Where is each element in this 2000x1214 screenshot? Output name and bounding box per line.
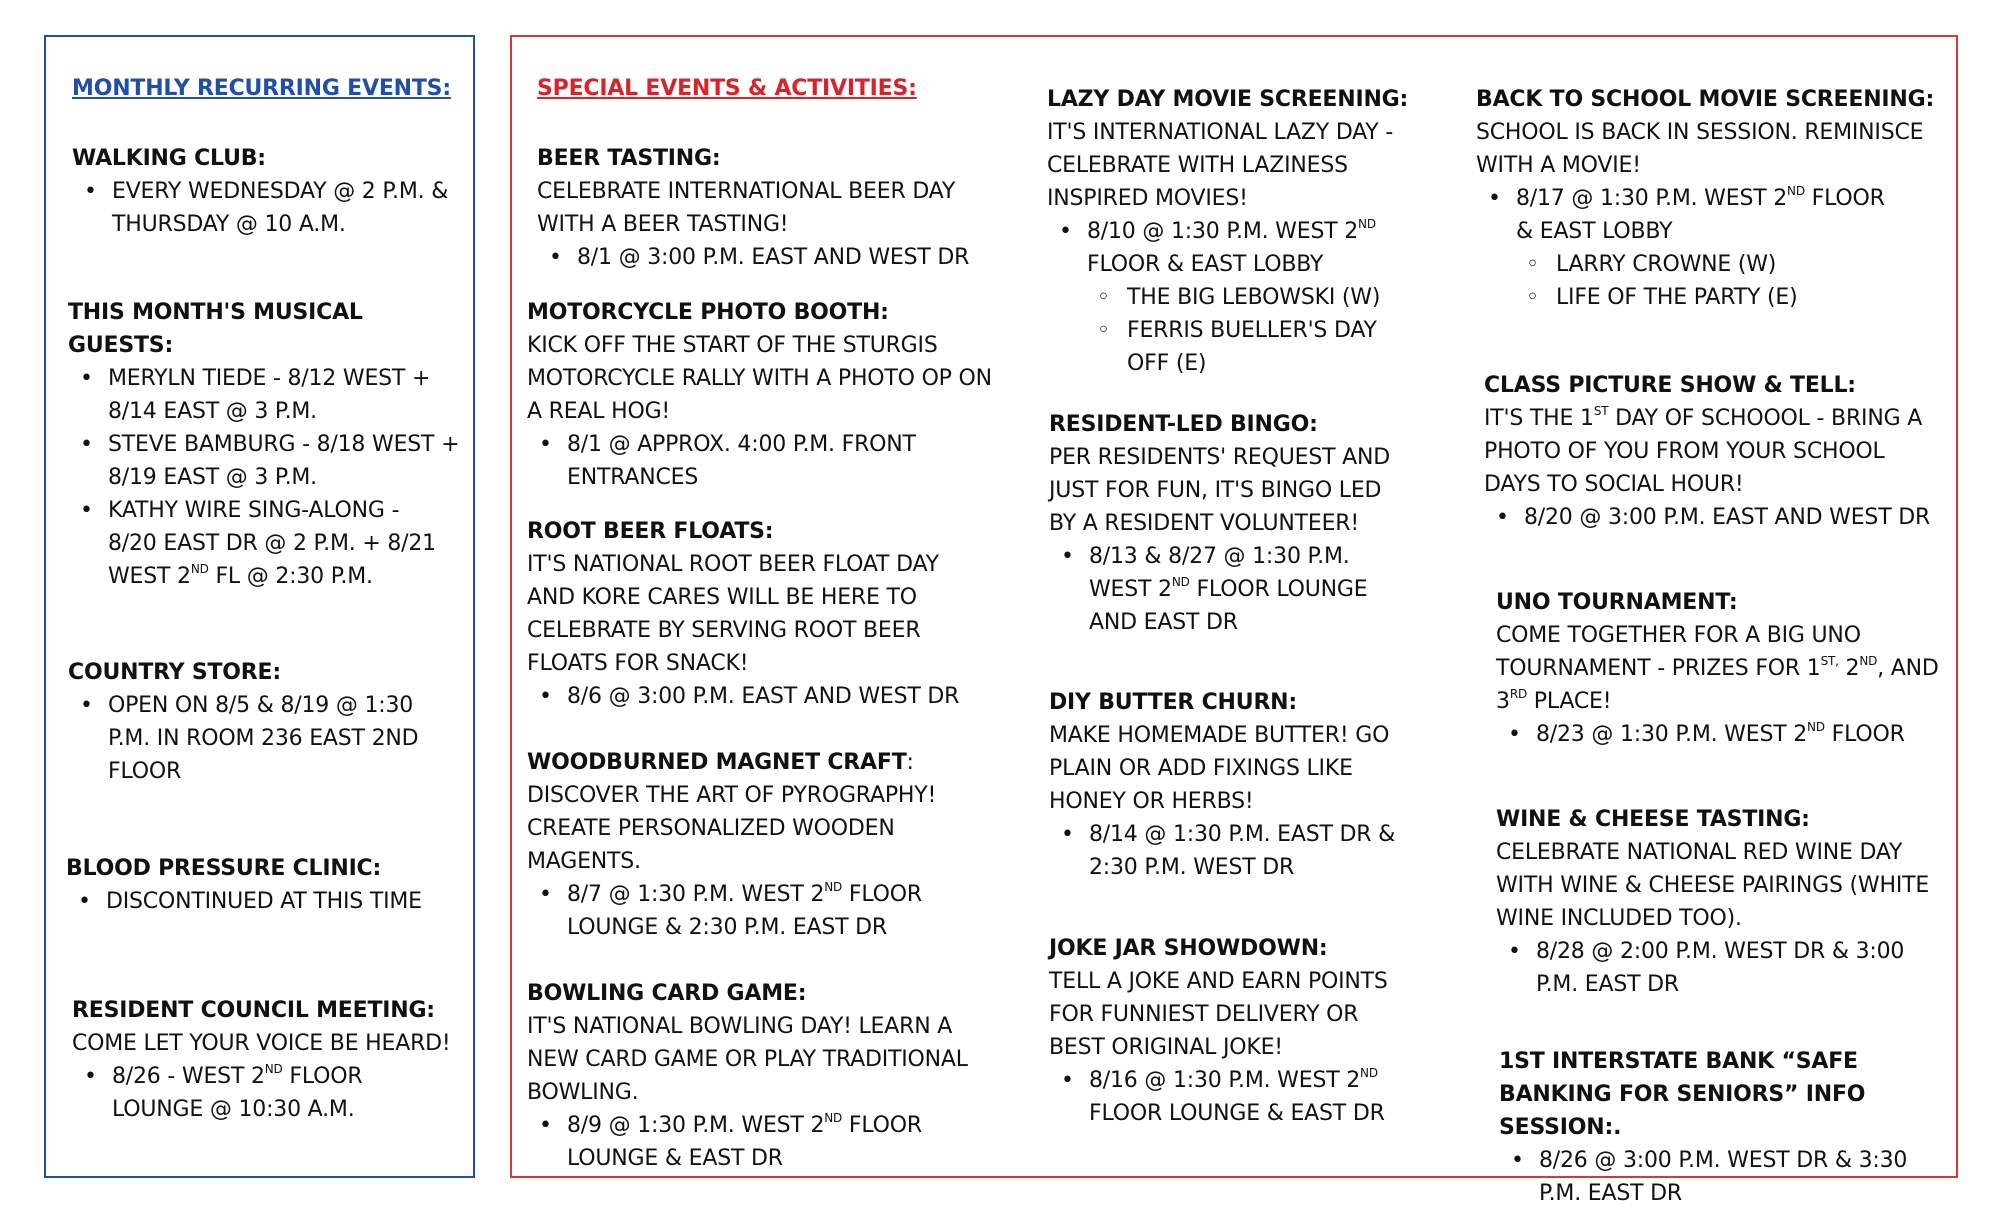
event-bullet: • 8/1 @ APPROX. 4:00 P.M. FRONT ENTRANCES <box>527 428 997 494</box>
event-bullet: • 8/14 @ 1:30 P.M. EAST DR & 2:30 P.M. WEST DR <box>1049 818 1429 884</box>
movie-item: ◦ LIFE OF THE PARTY (E) <box>1516 281 1906 314</box>
event-bullet: • 8/23 @ 1:30 P.M. WEST 2ND FLOOR <box>1496 718 1946 751</box>
event-title: 1ST INTERSTATE BANK “SAFE BANKING FOR SENIORS” INFO SESSION:. <box>1499 1049 1866 1140</box>
event-bullet: • 8/1 @ 3:00 P.M. EAST AND WEST DR <box>537 241 1007 274</box>
event-safe-banking-session <box>1499 1045 1949 1210</box>
event-back-to-school-movie <box>1476 83 1946 314</box>
event-description: TELL A JOKE AND EARN POINTS FOR FUNNIEST DELIVERY OR BEST ORIGINAL JOKE! <box>1049 969 1388 1060</box>
event-class-picture-show-tell <box>1484 369 1949 534</box>
event-bullet: • EVERY WEDNESDAY @ 2 P.M. & THURSDAY @ 10 A.M. <box>72 175 467 241</box>
event-title: MOTORCYCLE PHOTO BOOTH: <box>527 300 889 325</box>
event-title: THIS MONTH'S MUSICAL GUESTS: <box>68 300 363 358</box>
event-resident-council <box>72 994 472 1126</box>
event-title: BACK TO SCHOOL MOVIE SCREENING: <box>1476 87 1935 112</box>
event-bullet: • 8/17 @ 1:30 P.M. WEST 2ND FLOOR & EAST LOBBY ◦ LARRY CROWNE (W) ◦ LIFE OF THE PARTY (E) <box>1476 182 1946 314</box>
event-blood-pressure-clinic <box>66 852 466 918</box>
event-title: WOODBURNED MAGNET CRAFT: <box>527 750 914 775</box>
event-bullet: • 8/26 @ 3:00 P.M. WEST DR & 3:30 P.M. EAST DR <box>1499 1144 1949 1210</box>
event-root-beer-floats <box>527 515 997 713</box>
event-walking-club <box>72 142 467 241</box>
movie-item: ◦ LARRY CROWNE (W) <box>1516 248 1906 281</box>
event-title: UNO TOURNAMENT: <box>1496 590 1738 615</box>
event-bullet: • OPEN ON 8/5 & 8/19 @ 1:30 P.M. IN ROOM 236 EAST 2ND FLOOR <box>68 689 468 788</box>
event-bullet: • STEVE BAMBURG - 8/18 WEST + 8/19 EAST @ 3 P.M. <box>68 428 468 494</box>
event-description: SCHOOL IS BACK IN SESSION. REMINISCE WITH A MOVIE! <box>1476 120 1924 178</box>
event-diy-butter-churn <box>1049 686 1429 884</box>
event-title: BEER TASTING: <box>537 146 721 171</box>
event-description: IT'S NATIONAL ROOT BEER FLOAT DAY AND KORE CARES WILL BE HERE TO CELEBRATE BY SERVING ROOT BEER FLOATS FOR SNACK! <box>527 552 939 676</box>
movie-item: ◦ FERRIS BUELLER'S DAY OFF (E) <box>1087 314 1397 380</box>
event-bullet: • MERYLN TIEDE - 8/12 WEST + 8/14 EAST @ 3 P.M. <box>68 362 468 428</box>
event-title: DIY BUTTER CHURN: <box>1049 690 1297 715</box>
event-bullet: • 8/13 & 8/27 @ 1:30 P.M. WEST 2ND FLOOR LOUNGE AND EAST DR <box>1049 540 1429 639</box>
event-description: DISCOVER THE ART OF PYROGRAPHY! CREATE PERSONALIZED WOODEN MAGENTS. <box>527 783 937 874</box>
event-title: BOWLING CARD GAME: <box>527 981 807 1006</box>
event-description: COME TOGETHER FOR A BIG UNO TOURNAMENT - PRIZES FOR $1^{ST,}$ 2ND, AND 3RD PLACE! <box>1496 623 1939 714</box>
event-beer-tasting <box>537 142 1007 274</box>
recurring-events-heading: MONTHLY RECURRING EVENTS: <box>72 76 451 101</box>
event-title: WINE & CHEESE TASTING: <box>1496 807 1810 832</box>
event-title: COUNTRY STORE: <box>68 660 281 685</box>
event-bullet: • KATHY WIRE SING-ALONG - 8/20 EAST DR @ 2 P.M. + 8/21 WEST 2ND FL @ 2:30 P.M. <box>68 494 468 593</box>
event-description: CELEBRATE INTERNATIONAL BEER DAY WITH A BEER TASTING! <box>537 179 956 237</box>
special-events-heading: SPECIAL EVENTS & ACTIVITIES: <box>537 76 917 101</box>
event-lazy-day-movie <box>1047 83 1427 380</box>
movie-item: ◦ THE BIG LEBOWSKI (W) <box>1087 281 1397 314</box>
event-bullet: • 8/26 - WEST 2ND FLOOR LOUNGE @ 10:30 A.M. <box>72 1060 472 1126</box>
event-motorcycle-photo-booth <box>527 296 997 494</box>
event-country-store <box>68 656 468 788</box>
event-musical-guests <box>68 296 468 593</box>
event-description: IT'S INTERNATIONAL LAZY DAY - CELEBRATE WITH LAZINESS INSPIRED MOVIES! <box>1047 120 1394 211</box>
event-bullet: • 8/9 @ 1:30 P.M. WEST 2ND FLOOR LOUNGE & EAST DR <box>527 1109 997 1175</box>
event-description: IT'S NATIONAL BOWLING DAY! LEARN A NEW CARD GAME OR PLAY TRADITIONAL BOWLING. <box>527 1014 968 1105</box>
event-title: RESIDENT COUNCIL MEETING: <box>72 998 435 1023</box>
event-bullet: • DISCONTINUED AT THIS TIME <box>66 885 466 918</box>
event-bullet: • 8/10 @ 1:30 P.M. WEST 2ND FLOOR & EAST LOBBY ◦ THE BIG LEBOWSKI (W) ◦ FERRIS BUELLER'S DAY OFF (E) <box>1047 215 1427 380</box>
event-title: LAZY DAY MOVIE SCREENING: <box>1047 87 1409 112</box>
event-description: MAKE HOMEMADE BUTTER! GO PLAIN OR ADD FIXINGS LIKE HONEY OR HERBS! <box>1049 723 1390 814</box>
event-title: JOKE JAR SHOWDOWN: <box>1049 936 1328 961</box>
recurring-events-column <box>72 72 467 105</box>
event-title: ROOT BEER FLOATS: <box>527 519 774 544</box>
event-description: IT'S THE 1ST DAY OF SCHOOOL - BRING A PHOTO OF YOU FROM YOUR SCHOOL DAYS TO SOCIAL HOUR! <box>1484 403 1923 497</box>
event-woodburned-magnet-craft <box>527 746 997 944</box>
event-bullet: • 8/6 @ 3:00 P.M. EAST AND WEST DR <box>527 680 997 713</box>
event-bullet: • 8/20 @ 3:00 P.M. EAST AND WEST DR <box>1484 501 1949 534</box>
event-bullet: • 8/7 @ 1:30 P.M. WEST 2ND FLOOR LOUNGE & 2:30 P.M. EAST DR <box>527 878 997 944</box>
event-bullet: • 8/28 @ 2:00 P.M. WEST DR & 3:00 P.M. EAST DR <box>1496 935 1946 1001</box>
event-title: CLASS PICTURE SHOW & TELL: <box>1484 373 1856 398</box>
event-resident-led-bingo <box>1049 408 1429 639</box>
event-title: BLOOD PRESSURE CLINIC: <box>66 856 382 881</box>
event-description: CELEBRATE NATIONAL RED WINE DAY WITH WINE & CHEESE PAIRINGS (WHITE WINE INCLUDED TOO). <box>1496 840 1930 931</box>
event-uno-tournament <box>1496 586 1946 751</box>
event-description: PER RESIDENTS' REQUEST AND JUST FOR FUN, IT'S BINGO LED BY A RESIDENT VOLUNTEER! <box>1049 445 1390 536</box>
event-bullet: • 8/16 @ 1:30 P.M. WEST 2ND FLOOR LOUNGE & EAST DR <box>1049 1064 1429 1130</box>
special-events-column-1 <box>537 72 1007 105</box>
event-title: WALKING CLUB: <box>72 146 266 171</box>
event-description: COME LET YOUR VOICE BE HEARD! <box>72 1031 451 1056</box>
event-bowling-card-game <box>527 977 997 1175</box>
event-description: KICK OFF THE START OF THE STURGIS MOTORCYCLE RALLY WITH A PHOTO OP ON A REAL HOG! <box>527 333 992 424</box>
event-title: RESIDENT-LED BINGO: <box>1049 412 1318 437</box>
event-wine-cheese-tasting <box>1496 803 1946 1001</box>
event-joke-jar-showdown <box>1049 932 1429 1130</box>
